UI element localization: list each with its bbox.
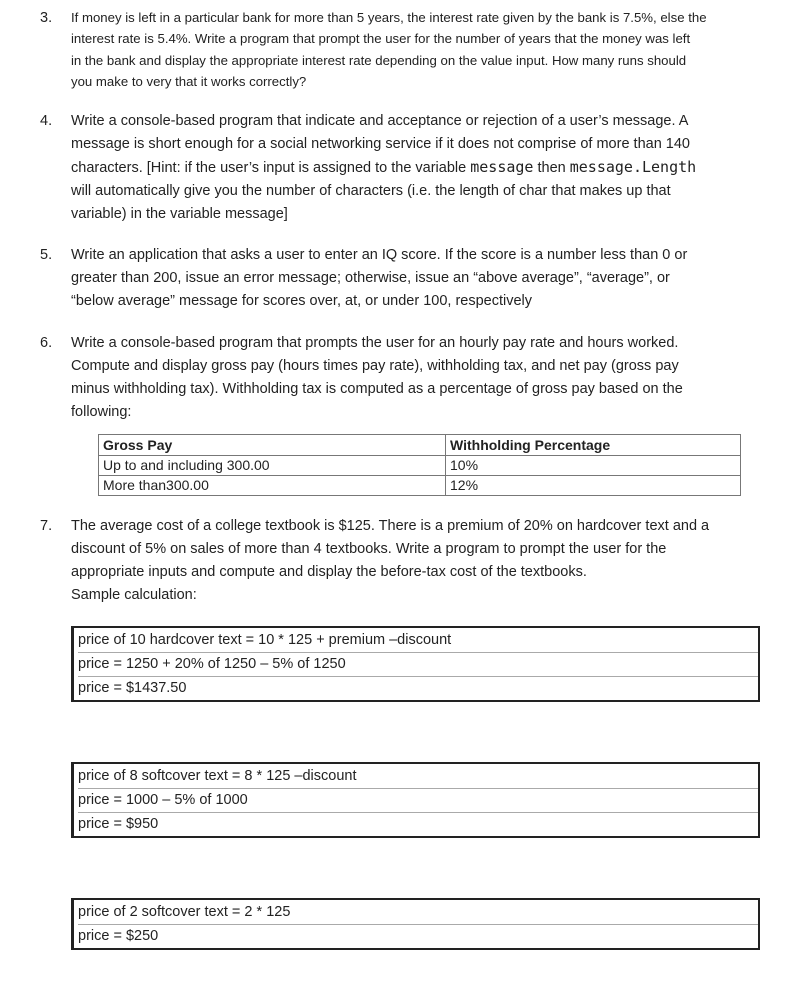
question-number: 3. bbox=[40, 10, 53, 26]
question-text bbox=[71, 110, 741, 226]
calculation-box-1 bbox=[71, 626, 760, 702]
text-line: minus withholding tax). Withholding tax is computed as a percentage of gross pay based on the bbox=[71, 381, 683, 398]
table-header: Withholding Percentage bbox=[446, 435, 741, 456]
text-line: appropriate inputs and compute and display the before-tax cost of the textbooks. bbox=[71, 564, 587, 581]
text-line: following: bbox=[71, 404, 132, 421]
table-row bbox=[99, 456, 741, 476]
question-text bbox=[71, 332, 741, 424]
text-line: interest rate is 5.4%. Write a program that prompt the user for the number of years that the money was left bbox=[71, 31, 691, 47]
text-line: will automatically give you the number of characters (i.e. the length of char that makes up that bbox=[71, 183, 671, 200]
text-line: Write an application that asks a user to enter an IQ score. If the score is a number less than 0 or bbox=[71, 247, 688, 263]
calc-line: price = $1437.50 bbox=[78, 680, 187, 696]
text-line: The average cost of a college textbook is $125. There is a premium of 20% on hardcover text and a bbox=[71, 518, 710, 534]
question-number: 4. bbox=[40, 113, 53, 129]
calc-line: price of 8 softcover text = 8 * 125 –discount bbox=[78, 765, 758, 789]
text-line: in the bank and display the appropriate interest rate depending on the value input. How many runs should bbox=[71, 52, 687, 68]
text-line: “below average” message for scores over, at, or under 100, respectively bbox=[71, 293, 533, 310]
text-line: Sample calculation: bbox=[71, 587, 197, 604]
table-header: Gross Pay bbox=[99, 435, 446, 456]
table-header-row bbox=[99, 435, 741, 456]
text-line: you make to very that it works correctly? bbox=[71, 74, 307, 90]
calc-line: price = $950 bbox=[78, 816, 159, 832]
text-line: If money is left in a particular bank for more than 5 years, the interest rate given by the bank is 7.5%, else the bbox=[71, 10, 707, 25]
table-cell: 12% bbox=[446, 476, 741, 496]
question-text bbox=[71, 515, 741, 607]
text-line: discount of 5% on sales of more than 4 textbooks. Write a program to prompt the user for the bbox=[71, 541, 667, 558]
text-line: characters. [Hint: if the user’s input is assigned to the variable message then message.Length bbox=[71, 158, 697, 177]
calc-line: price = 1000 – 5% of 1000 bbox=[78, 789, 758, 813]
code-message-length: message.Length bbox=[569, 158, 697, 177]
table-cell: 10% bbox=[446, 456, 741, 476]
text-line: Write a console-based program that indicate and acceptance or rejection of a user’s message. A bbox=[71, 113, 689, 129]
calculation-box-2 bbox=[71, 762, 760, 838]
table-cell: Up to and including 300.00 bbox=[99, 456, 446, 476]
question-number: 7. bbox=[40, 518, 53, 534]
code-message: message bbox=[470, 158, 534, 177]
table-row bbox=[99, 476, 741, 496]
text-line: variable) in the variable message] bbox=[71, 206, 288, 223]
table-cell: More than300.00 bbox=[99, 476, 446, 496]
withholding-table bbox=[98, 434, 741, 496]
calc-line: price of 2 softcover text = 2 * 125 bbox=[78, 901, 758, 925]
calc-line: price = 1250 + 20% of 1250 – 5% of 1250 bbox=[78, 653, 758, 677]
question-text bbox=[71, 244, 741, 313]
question-text bbox=[71, 7, 741, 93]
text-line: greater than 200, issue an error message; otherwise, issue an “above average”, “average”, or bbox=[71, 270, 670, 287]
text-line: Write a console-based program that prompts the user for an hourly pay rate and hours worked. bbox=[71, 335, 679, 351]
calculation-box-3 bbox=[71, 898, 760, 950]
calc-line: price = $250 bbox=[78, 928, 159, 944]
question-number: 6. bbox=[40, 335, 53, 351]
question-number: 5. bbox=[40, 247, 53, 263]
text-line: Compute and display gross pay (hours times pay rate), withholding tax, and net pay (gross pay bbox=[71, 358, 679, 375]
text-line: message is short enough for a social networking service if it does not comprise of more than 140 bbox=[71, 136, 690, 153]
calc-line: price of 10 hardcover text = 10 * 125 + premium –discount bbox=[78, 629, 758, 653]
